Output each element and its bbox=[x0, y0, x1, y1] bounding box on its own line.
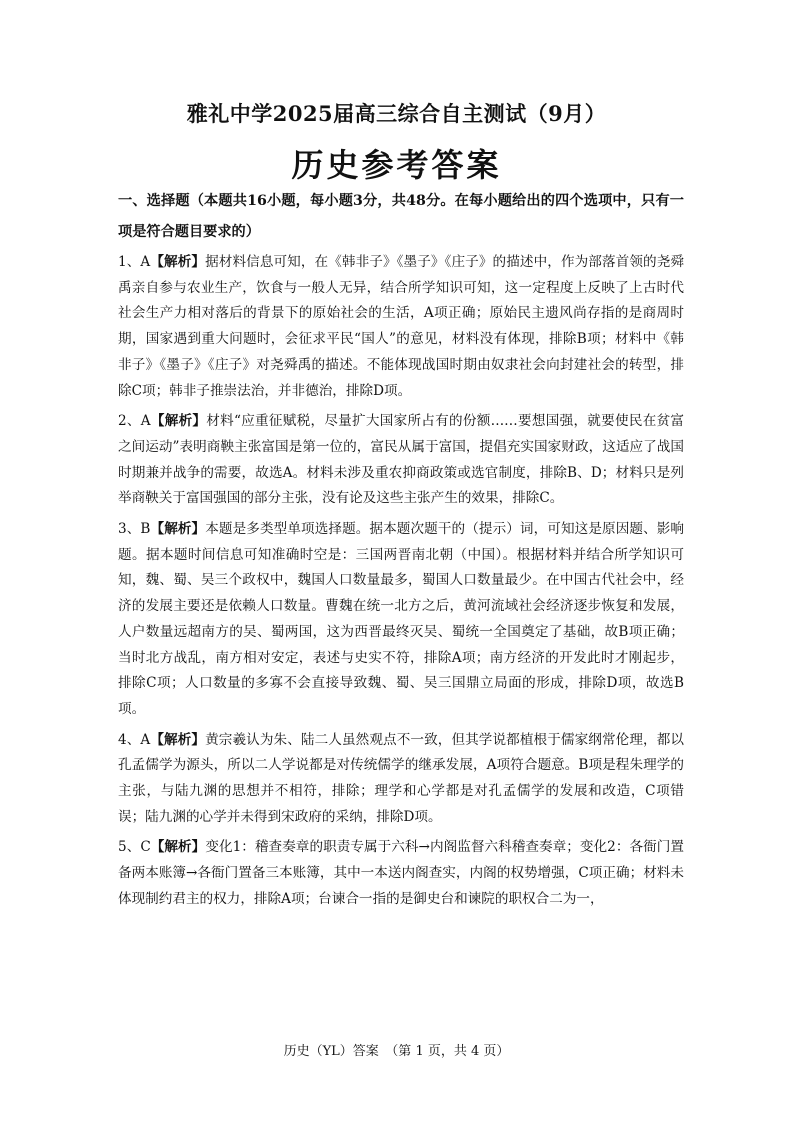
answer-text: 黄宗羲认为朱、陆二人虽然观点不一致，但其学说都植根于儒家纲常伦理，都以孔孟儒学为源头，所以二人学说都是对传统儒学的继承发展，A项符合题意。B项是程朱理学的主张，与陆九渊的思想并不相符，排除；理学和心学都是对孔孟儒学的发展和改造，C项错误；陆九渊的心学并未得到宋政府的采纳，排除D项。 bbox=[118, 731, 685, 825]
answer-text: 据材料信息可知，在《韩非子》《墨子》《庄子》的描述中，作为部落首领的尧舜禹亲自参与农业生产，饮食与一般人无异，结合所学知识可知，这一定程度上反映了上古时代社会生产力相对落后的背景下的原始社会的生活，A项正确；原始民主遗风尚存指的是商周时期，国家遇到重大问题时，会征求平民“国人”的意见，材料没有体现，排除B项；材料中《韩非子》《墨子》《庄子》对尧舜禹的描述。不能体现战国时期由奴隶社会向封建社会的转型，排除C项；韩非子推崇法治，并非德治，排除D项。 bbox=[118, 254, 685, 399]
answer-prefix: 1、A bbox=[118, 254, 151, 270]
answer-prefix: 4、A bbox=[118, 731, 151, 748]
analysis-tag: 【解析】 bbox=[150, 839, 206, 856]
answer-item-4 bbox=[118, 728, 684, 831]
exam-title: 雅礼中学2025届高三综合自主测试（9月） bbox=[186, 101, 607, 126]
answer-text: 变化1：稽查奏章的职责专属于六科→内阁监督六科稽查奏章；变化2：各衙门置备两本账簿→各衙门置备三本账簿，其中一本送内阁查实，内阁的权势增强，C项正确；材料未体现制约君主的权力，排除A项；台谏合一指的是御史台和谏院的职权合二为一， bbox=[118, 839, 684, 907]
answer-item-1 bbox=[118, 250, 684, 404]
subject-title: 历史参考答案 bbox=[291, 146, 502, 184]
answer-text: 本题是多类型单项选择题。据本题次题干的（提示）词，可知这是原因题、影响题。据本题时间信息可知准确时空是：三国两晋南北朝（中国）。根据材料并结合所学知识可知，魏、蜀、吴三个政权中，魏国人口数量最多，蜀国人口数量最少。在中国古代社会中，经济的发展主要还是依赖人口数量。曹魏在统一北方之后，黄河流域社会经济逐步恢复和发展，人户数量远超南方的吴、蜀两国，这为西晋最终灭吴、蜀统一全国奠定了基础，故B项正确；当时北方战乱，南方相对安定，表述与史实不符，排除A项；南方经济的开发此时才刚起步，排除C项；人口数量的多寡不会直接导致魏、蜀、吴三国鼎立局面的形成，排除D项，故选B项。 bbox=[118, 521, 685, 717]
page-footer: 历史（YL）答案 （第 1 页，共 4 页） bbox=[283, 1044, 510, 1059]
analysis-tag: 【解析】 bbox=[150, 254, 206, 270]
answer-item-5 bbox=[118, 835, 684, 912]
analysis-tag: 【解析】 bbox=[150, 521, 206, 538]
analysis-tag: 【解析】 bbox=[150, 413, 207, 430]
answer-prefix: 3、B bbox=[118, 521, 151, 538]
answer-item-3 bbox=[118, 517, 684, 723]
answers-body bbox=[118, 250, 684, 918]
answer-prefix: 2、A bbox=[118, 413, 151, 430]
answer-item-2 bbox=[118, 409, 684, 512]
answer-text: 材料“应重征赋税，尽量扩大国家所占有的份额……要想国强，就要使民在贫富之间运动”表明商鞅主张富国是第一位的，富民从属于富国，提倡充实国家财政，这适应了战国时期兼并战争的需要，故选A。材料未涉及重农抑商政策或选官制度，排除B、D；材料只是列举商鞅关于富国强国的部分主张，没有论及这些主张产生的效果，排除C。 bbox=[118, 413, 685, 507]
answer-prefix: 5、C bbox=[118, 839, 151, 856]
analysis-tag: 【解析】 bbox=[150, 731, 206, 748]
section-heading: 一、选择题（本题共16小题，每小题3分，共48分。在每小题给出的四个选项中，只有一项是符合题目要求的） bbox=[118, 193, 684, 240]
